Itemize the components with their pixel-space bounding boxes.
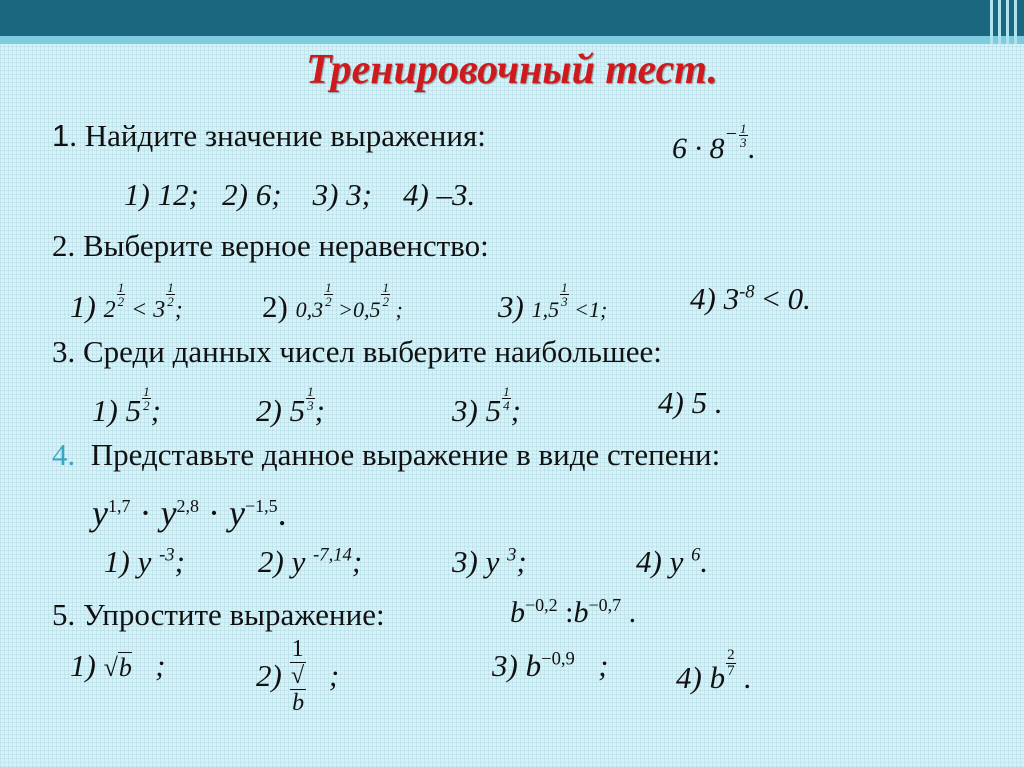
- q1-exponent: $\frac{1}{3}$: [740, 121, 747, 150]
- q5-option-2: 2) 1 √ b ;: [256, 636, 340, 716]
- q5-option-4: 4) b $\frac{2}{7}$ .: [676, 647, 752, 695]
- q3-option-1: 1) 5 $\frac{1}{2}$ ;: [92, 384, 161, 429]
- q1-number: 1: [52, 118, 70, 153]
- q5-option-1: 1) √b ;: [70, 648, 166, 683]
- q4-option-1: 1) y $^{-3}$;: [104, 544, 185, 579]
- q1-expression: [672, 122, 755, 166]
- q4-option-4: 4) y $^6$.: [636, 544, 709, 579]
- q5-opt1-sqrt: √b: [103, 653, 132, 682]
- q5-opt4-exponent: $\frac{2}{7}$: [727, 647, 735, 679]
- q2-option-3: 3) 1,5 $\frac{1}{3}$ <1;: [498, 280, 608, 325]
- header-decoration: [998, 0, 1001, 44]
- q5-opt2-fraction: 1 √ b: [290, 636, 305, 716]
- q2-option-4: 4) $3^{-8} < 0$.: [690, 281, 811, 316]
- question-4: [52, 437, 720, 473]
- header-decoration: [1006, 0, 1009, 44]
- q2-opt3-exp-a: $\frac{1}{3}$: [561, 280, 568, 309]
- question-1: [52, 118, 486, 154]
- header-band: [0, 0, 1024, 36]
- q3-option-3: 3) 5 $\frac{1}{4}$ ;: [452, 384, 521, 429]
- header-band-light: [0, 36, 1024, 44]
- header-decoration: [1014, 0, 1017, 44]
- q4-number: 4.: [52, 437, 76, 472]
- q1-end: .: [747, 132, 755, 166]
- q1-option-2: 2) 6;: [222, 177, 282, 212]
- q2-opt1-exp-a: $\frac{1}{2}$: [117, 280, 125, 309]
- q1-option-4: 4) –3.: [402, 177, 476, 212]
- q3-opt2-exponent: $\frac{1}{3}$: [307, 384, 314, 413]
- q2-option-1: 1) 2 $\frac{1}{2}$ < 3 $\frac{1}{2}$ ;: [70, 280, 183, 325]
- q5-expression: $b^{-0,2}$ $:b^{-0,7}$ .: [510, 595, 637, 629]
- q1-dot: ·: [694, 132, 702, 166]
- slide-title: Тренировочный тест.: [306, 47, 718, 93]
- q1-option-3: 3) 3;: [312, 177, 372, 212]
- header-decoration: [990, 0, 993, 44]
- q3-opt1-exponent: $\frac{1}{2}$: [143, 384, 150, 413]
- q4-option-3: 3) y $^3$;: [452, 544, 527, 579]
- q1-base2: 8: [709, 132, 725, 166]
- q2-opt2-exp-b: $\frac{1}{2}$: [382, 280, 389, 309]
- q1-option-1: 1) 12;: [124, 177, 199, 212]
- q3-option-4: 4) 5 .: [658, 385, 723, 420]
- q1-colon: :: [477, 118, 486, 153]
- q2-opt1-exp-b: $\frac{1}{2}$: [167, 280, 174, 309]
- q4-expression: $y^{1,7} \cdot y^{2,8} \cdot y^{-1,5}$.: [92, 493, 287, 533]
- question-2: 2. Выберите верное неравенство:: [52, 228, 489, 263]
- q1-options: [124, 177, 475, 213]
- question-3: 3. Среди данных чисел выберите наибольшее:: [52, 334, 662, 369]
- q1-text: . Найдите значение выражения: [69, 118, 478, 153]
- q4-text: Представьте данное выражение в виде степени:: [90, 437, 721, 472]
- q3-option-2: 2) 5 $\frac{1}{3}$ ;: [256, 384, 325, 429]
- q3-opt3-exponent: $\frac{1}{4}$: [503, 384, 510, 413]
- q4-option-2: 2) y $^{-7,14}$;: [258, 544, 363, 579]
- q1-exp-sign: −: [724, 123, 738, 146]
- q2-opt2-exp-a: $\frac{1}{2}$: [325, 280, 332, 309]
- q1-base1: 6: [672, 132, 687, 166]
- question-5: 5. Упростите выражение:: [52, 597, 385, 632]
- q5-option-3: 3) $b^{-0,9}$ ;: [492, 648, 609, 683]
- q2-option-2: 2) 0,3 $\frac{1}{2}$ >0,5 $\frac{1}{2}$ ;: [262, 280, 403, 325]
